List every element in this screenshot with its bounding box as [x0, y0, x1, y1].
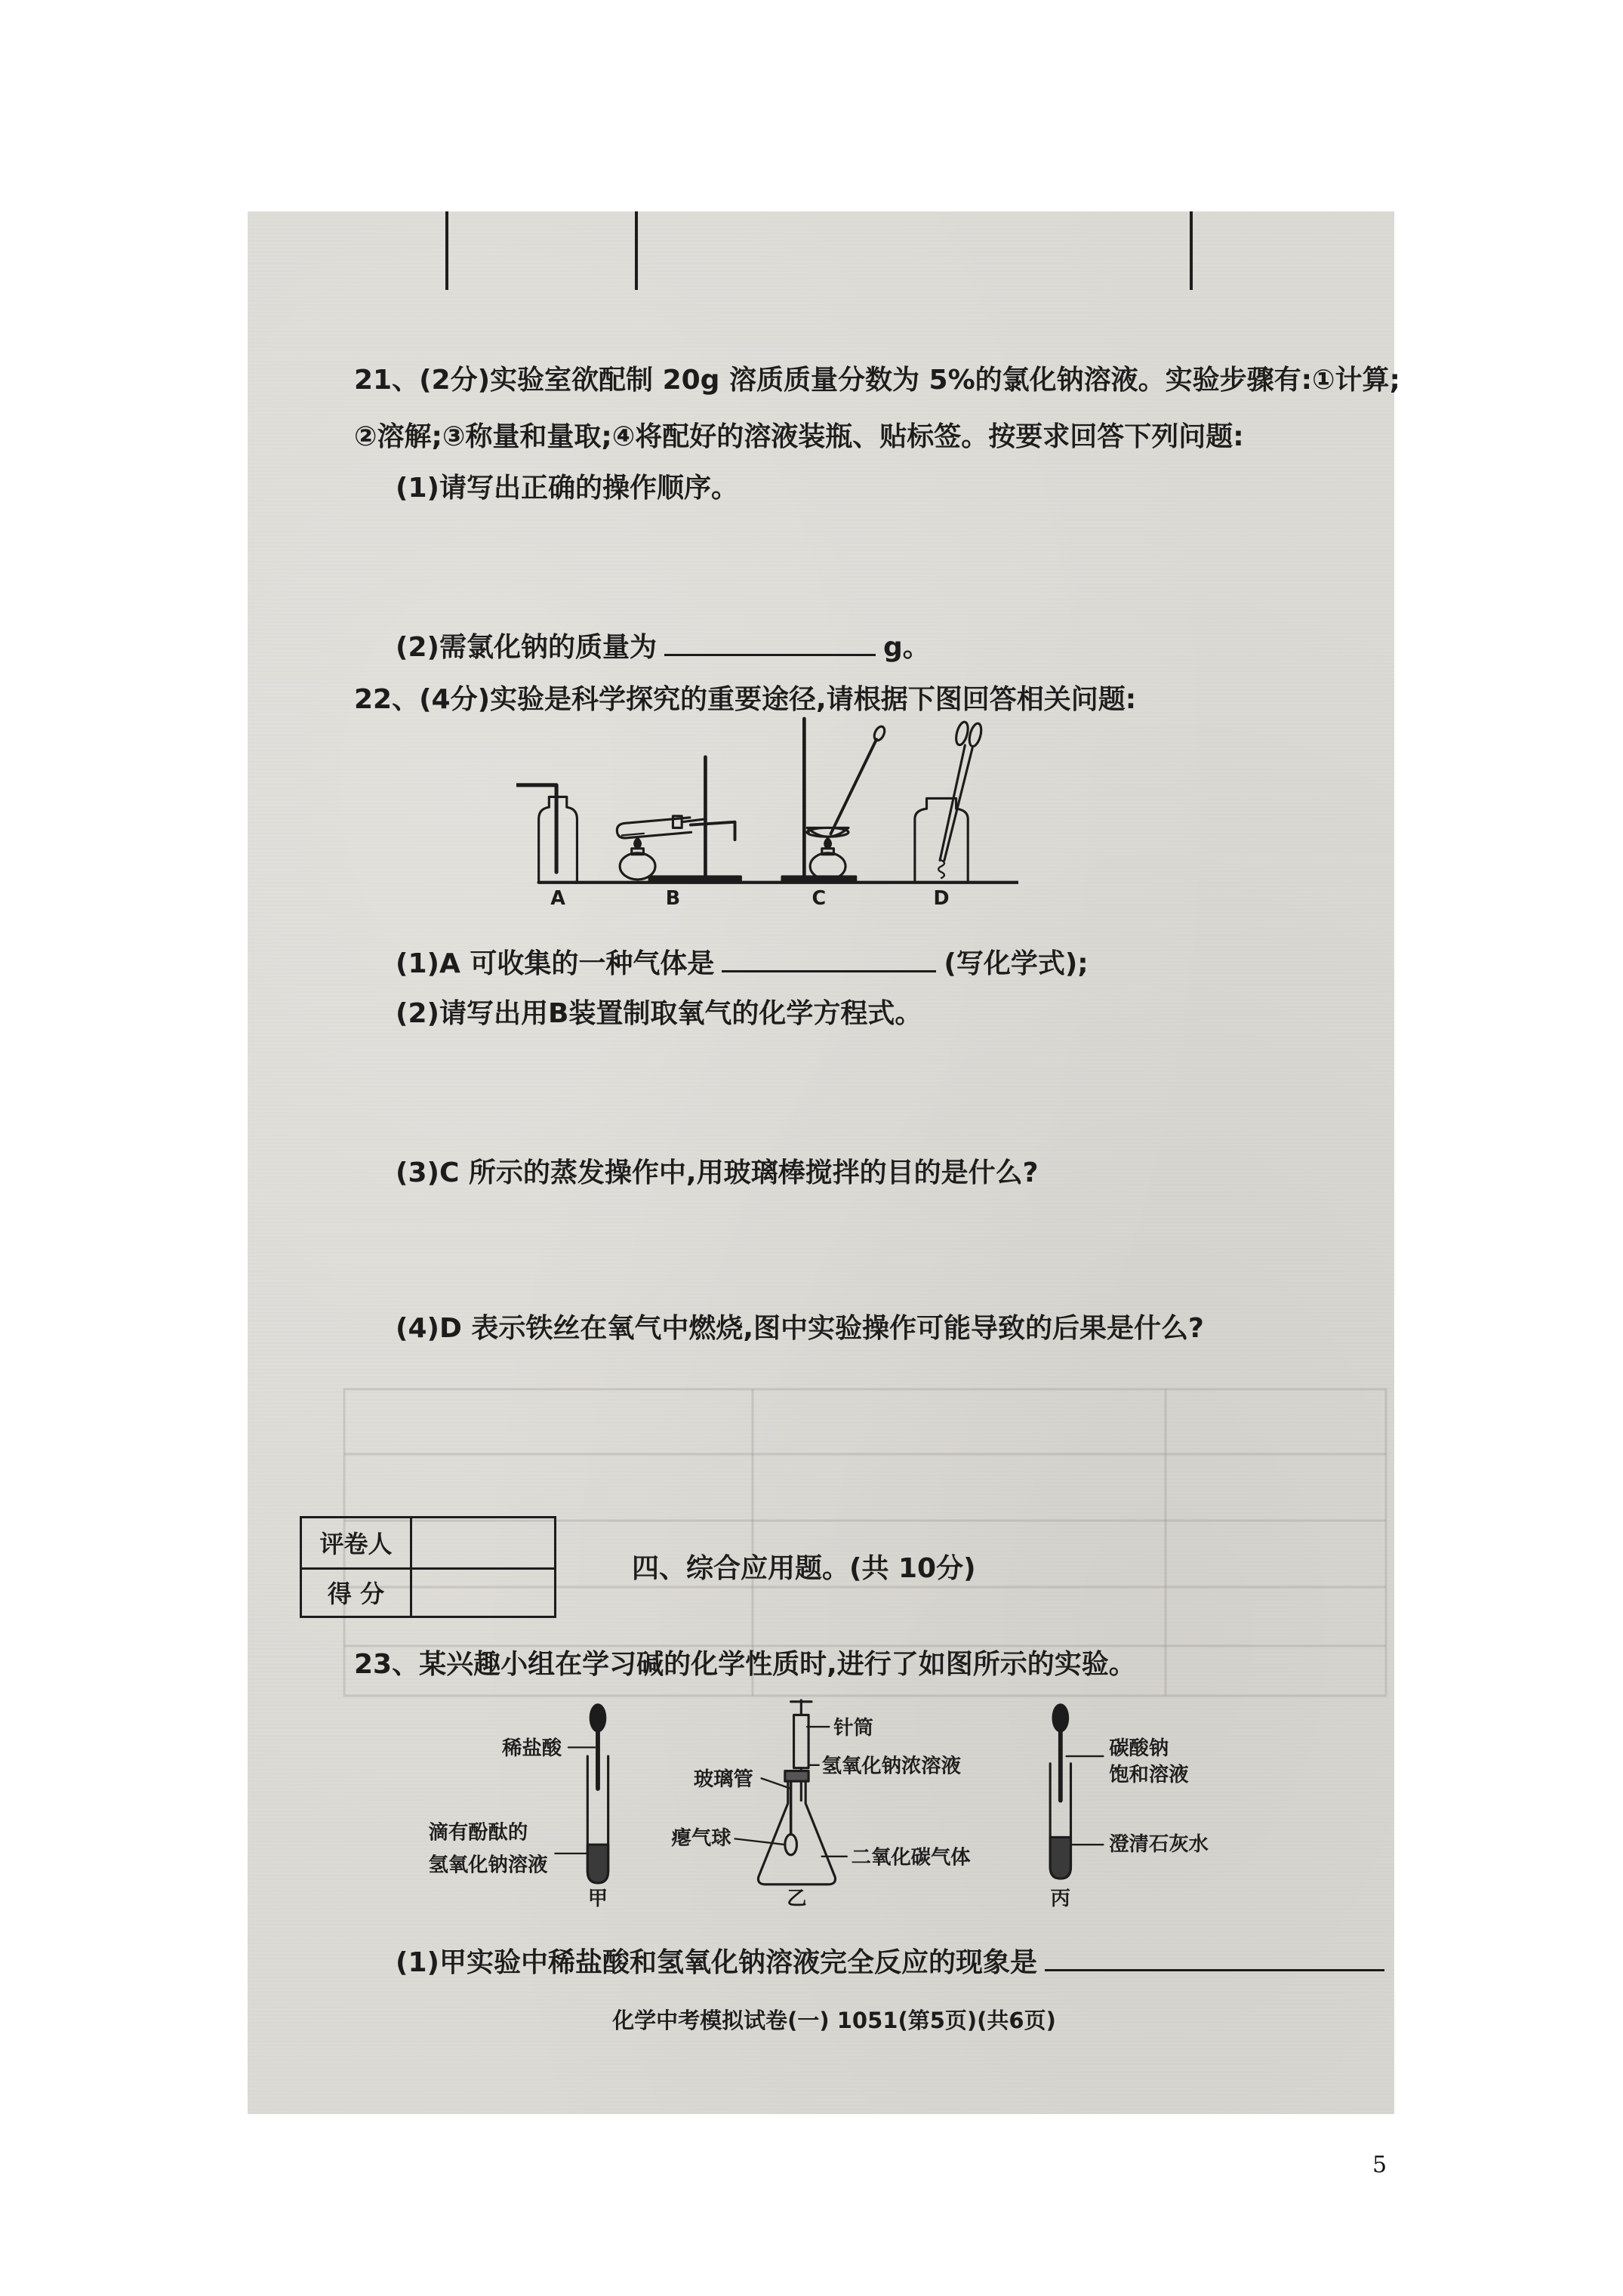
q23-stem: 23、某兴趣小组在学习碱的化学性质时,进行了如图所示的实验。 — [354, 1649, 1136, 1680]
q21-stem-line1: 21、(2分)实验室欲配制 20g 溶质质量分数为 5%的氯化钠溶液。实验步骤有:①计算; — [354, 365, 1400, 396]
label-sodium-carbonate: 碳酸钠 — [1109, 1737, 1169, 1761]
score-row-grader — [302, 1518, 554, 1567]
q21-stem-line2: ②溶解;③称量和量取;④将配好的溶液装瓶、贴标签。按要求回答下列问题: — [354, 421, 1244, 452]
q23-experiment-figure — [420, 1697, 1232, 1911]
q23-sub1 — [396, 1946, 1384, 1977]
label-deflated-balloon: 瘪气球 — [671, 1827, 731, 1851]
answer-blank — [722, 948, 936, 972]
figure-label-b: B — [665, 886, 681, 908]
apparatus-a-gas-collecting-bottle — [516, 785, 577, 883]
label-jia: 甲 — [587, 1888, 608, 1911]
q22-sub1-prefix: (1)A 可收集的一种气体是 — [396, 948, 715, 979]
label-bing: 丙 — [1050, 1888, 1070, 1911]
experiment-yi-flask — [735, 1700, 846, 1885]
q22-apparatus-figure — [516, 716, 1018, 908]
q22-sub3: (3)C 所示的蒸发操作中,用玻璃棒搅拌的目的是什么? — [396, 1157, 1039, 1188]
score-cell — [412, 1570, 554, 1616]
label-dilute-hcl: 稀盐酸 — [502, 1737, 562, 1761]
experiment-jia-test-tube — [555, 1705, 608, 1883]
apparatus-c-evaporation-setup — [782, 719, 886, 883]
figure-label-a: A — [550, 886, 565, 908]
label-limewater: 澄清石灰水 — [1109, 1832, 1209, 1856]
figure-label-d: D — [933, 886, 950, 908]
q23-sub1-prefix: (1)甲实验中稀盐酸和氢氧化钠溶液完全反应的现象是 — [396, 1947, 1037, 1978]
q22-sub4: (4)D 表示铁丝在氧气中燃烧,图中实验操作可能导致的后果是什么? — [396, 1313, 1204, 1344]
label-phenolphthalein: 滴有酚酞的 — [428, 1821, 528, 1845]
label-co2-gas: 二氧化碳气体 — [851, 1846, 971, 1869]
label-concentrated-naoh: 氢氧化钠浓溶液 — [821, 1755, 961, 1778]
answer-blank — [1045, 1946, 1384, 1971]
score-label: 得 分 — [302, 1570, 412, 1616]
label-syringe: 针筒 — [833, 1716, 873, 1740]
grader-cell — [412, 1518, 554, 1567]
q22-sub2: (2)请写出用B装置制取氧气的化学方程式。 — [396, 998, 922, 1029]
answer-blank — [664, 631, 876, 656]
binding-mark-right — [1190, 211, 1193, 290]
label-glass-tube: 玻璃管 — [693, 1768, 753, 1792]
section-4-title: 四、综合应用题。(共 10分) — [632, 1553, 976, 1584]
label-saturated-solution: 饱和溶液 — [1109, 1764, 1189, 1787]
q22-sub1-suffix: (写化学式); — [944, 948, 1089, 979]
page-footer: 化学中考模拟试卷(一) 1051(第5页)(共6页) — [612, 2008, 1056, 2033]
experiment-bing-test-tube — [1050, 1705, 1103, 1878]
q22-sub1 — [396, 948, 1089, 978]
score-row-score — [302, 1567, 554, 1616]
apparatus-d-iron-wire-combustion — [915, 721, 984, 883]
binding-mark-left — [445, 211, 448, 290]
grader-label: 评卷人 — [302, 1518, 412, 1567]
q21-sub2 — [396, 631, 930, 661]
q22-stem: 22、(4分)实验是科学探究的重要途径,请根据下图回答相关问题: — [354, 684, 1137, 715]
label-naoh-solution: 氢氧化钠溶液 — [428, 1854, 548, 1877]
q21-sub2-suffix: g。 — [882, 632, 930, 663]
page-number: 5 — [1372, 2152, 1387, 2178]
figure-label-c: C — [812, 886, 827, 908]
q21-sub2-prefix: (2)需氯化钠的质量为 — [396, 632, 657, 663]
apparatus-b-heating-setup — [617, 757, 741, 883]
binding-mark-middle — [635, 211, 638, 290]
score-box — [300, 1516, 556, 1618]
q21-sub1: (1)请写出正确的操作顺序。 — [396, 473, 738, 504]
label-yi: 乙 — [787, 1888, 807, 1911]
